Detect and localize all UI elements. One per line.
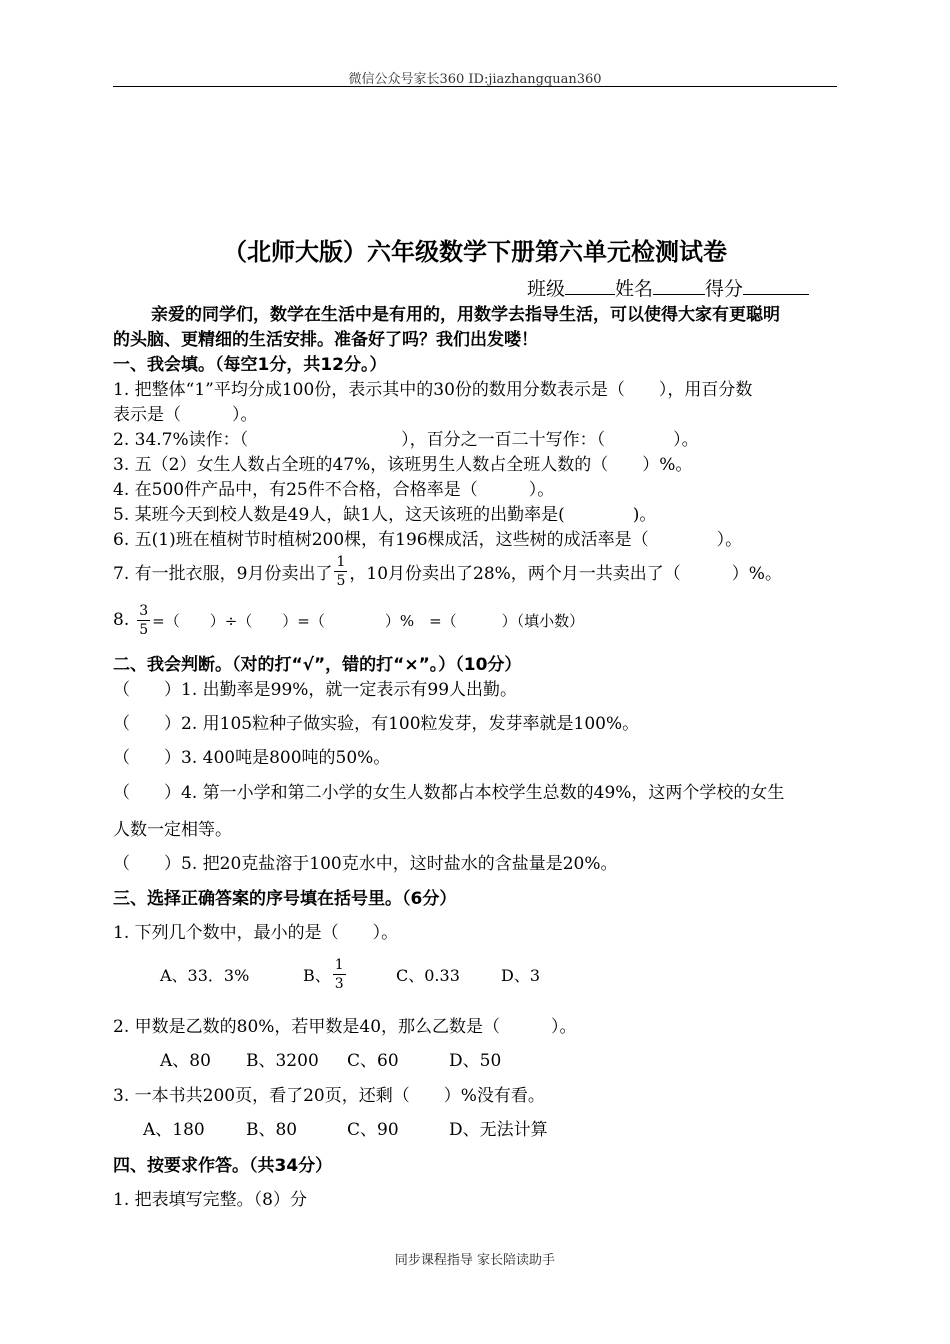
choice-q1-option-b bbox=[303, 956, 396, 993]
choice-q3-option-b: B、80 bbox=[246, 1120, 298, 1140]
fraction-denominator: 5 bbox=[139, 621, 149, 638]
judge-q4-line-2: 人数一定相等。 bbox=[113, 820, 232, 840]
class-blank bbox=[565, 276, 615, 295]
choice-q1-option-b-label: B、 bbox=[303, 965, 331, 985]
fill-q6: 6. 五(1)班在植树节时植树200棵，有196棵成活，这些树的成活率是（ ）。 bbox=[113, 530, 743, 550]
fill-q5: 5. 某班今天到校人数是49人，缺1人，这天该班的出勤率是( )。 bbox=[113, 505, 657, 525]
page-footer: 同步课程指导 家长陪读助手 bbox=[394, 1253, 556, 1268]
fill-q8-text-pre: 8. bbox=[113, 610, 130, 630]
page-title: （北师大版）六年级数学下册第六单元检测试卷 bbox=[223, 238, 727, 266]
section-3-heading: 三、选择正确答案的序号填在括号里。（6分） bbox=[113, 889, 457, 909]
judge-q2: （ ）2. 用105粒种子做实验，有100粒发芽，发芽率就是100%。 bbox=[113, 714, 640, 734]
choice-q1-option-a: A、33．3% bbox=[160, 965, 250, 985]
choice-q3-option-c: C、90 bbox=[347, 1120, 399, 1140]
choice-q3: 3. 一本书共200页，看了20页，还剩（ ）%没有看。 bbox=[113, 1086, 545, 1106]
choice-q1: 1. 下列几个数中，最小的是（ ）。 bbox=[113, 923, 399, 943]
task-q1: 1. 把表填写完整。（8）分 bbox=[113, 1190, 307, 1210]
fraction-denominator: 5 bbox=[336, 572, 346, 589]
choice-q3-option-a: A、180 bbox=[143, 1120, 205, 1140]
judge-q4-line-1: （ ）4. 第一小学和第二小学的女生人数都占本校学生总数的49%，这两个学校的女生 bbox=[113, 783, 785, 803]
intro-line-2: 的头脑、更精细的生活安排。准备好了吗？我们出发喽！ bbox=[113, 330, 538, 350]
fill-q7-text-post: ，10月份卖出了28%，两个月一共卖出了（ ）%。 bbox=[349, 563, 782, 584]
page-header: 微信公众号家长360 ID:jiazhangquan360 bbox=[348, 72, 602, 87]
choice-q1-option-c: C、0.33 bbox=[396, 965, 460, 985]
student-info bbox=[527, 274, 809, 301]
fill-q1-line-2: 表示是（ ）。 bbox=[113, 405, 258, 425]
fill-q1-line-1: 1. 把整体“1”平均分成100份，表示其中的30份的数用分数表示是（ ），用百分数 bbox=[113, 380, 753, 400]
name-label: 姓名 bbox=[615, 278, 654, 300]
fraction-one-third bbox=[333, 956, 346, 993]
section-1-heading: 一、我会填。（每空1分，共12分。） bbox=[113, 355, 387, 375]
judge-q1: （ ）1. 出勤率是99%，就一定表示有99人出勤。 bbox=[113, 680, 518, 700]
fraction-numerator: 3 bbox=[139, 602, 149, 619]
section-4-heading: 四、按要求作答。（共34分） bbox=[113, 1156, 333, 1176]
score-blank bbox=[743, 276, 809, 295]
score-label: 得分 bbox=[705, 278, 744, 300]
section-2-heading: 二、我会判断。（对的打“√”，错的打“×”。）（10分） bbox=[113, 655, 522, 675]
choice-q1-options bbox=[160, 952, 540, 996]
class-label: 班级 bbox=[527, 278, 566, 300]
fraction-three-fifths bbox=[137, 602, 150, 639]
fill-q8 bbox=[113, 599, 584, 641]
fill-q4: 4. 在500件产品中，有25件不合格，合格率是（ ）。 bbox=[113, 480, 555, 500]
fill-q7 bbox=[113, 550, 782, 592]
judge-q3: （ ）3. 400吨是800吨的50%。 bbox=[113, 748, 391, 768]
fill-q8-text-post: =（ ）÷（ ）=（ ）% =（ ）（填小数） bbox=[152, 611, 585, 630]
choice-q2: 2. 甲数是乙数的80%，若甲数是40，那么乙数是（ ）。 bbox=[113, 1017, 577, 1037]
choice-q2-option-a: A、80 bbox=[160, 1051, 211, 1071]
fill-q2: 2. 34.7%读作：（ ），百分之一百二十写作：（ ）。 bbox=[113, 430, 699, 450]
fill-q7-text-pre: 7. 有一批衣服，9月份卖出了 bbox=[113, 563, 333, 584]
fraction-numerator: 1 bbox=[334, 956, 344, 973]
judge-q5: （ ）5. 把20克盐溶于100克水中，这时盐水的含盐量是20%。 bbox=[113, 854, 618, 874]
choice-q1-option-d: D、3 bbox=[501, 965, 541, 985]
fraction-denominator: 3 bbox=[334, 975, 344, 992]
fraction-numerator: 1 bbox=[336, 553, 346, 570]
choice-q2-option-c: C、60 bbox=[347, 1051, 399, 1071]
choice-q2-option-d: D、50 bbox=[449, 1051, 502, 1071]
name-blank bbox=[653, 276, 705, 295]
header-divider bbox=[113, 86, 837, 87]
fraction-one-fifth bbox=[334, 553, 347, 590]
choice-q2-option-b: B、3200 bbox=[246, 1051, 319, 1071]
fill-q3: 3. 五（2）女生人数占全班的47%，该班男生人数占全班人数的（ ）%。 bbox=[113, 455, 693, 475]
choice-q3-option-d: D、无法计算 bbox=[449, 1120, 548, 1140]
intro-line-1: 亲爱的同学们，数学在生活中是有用的，用数学去指导生活，可以使得大家有更聪明 bbox=[151, 305, 780, 325]
